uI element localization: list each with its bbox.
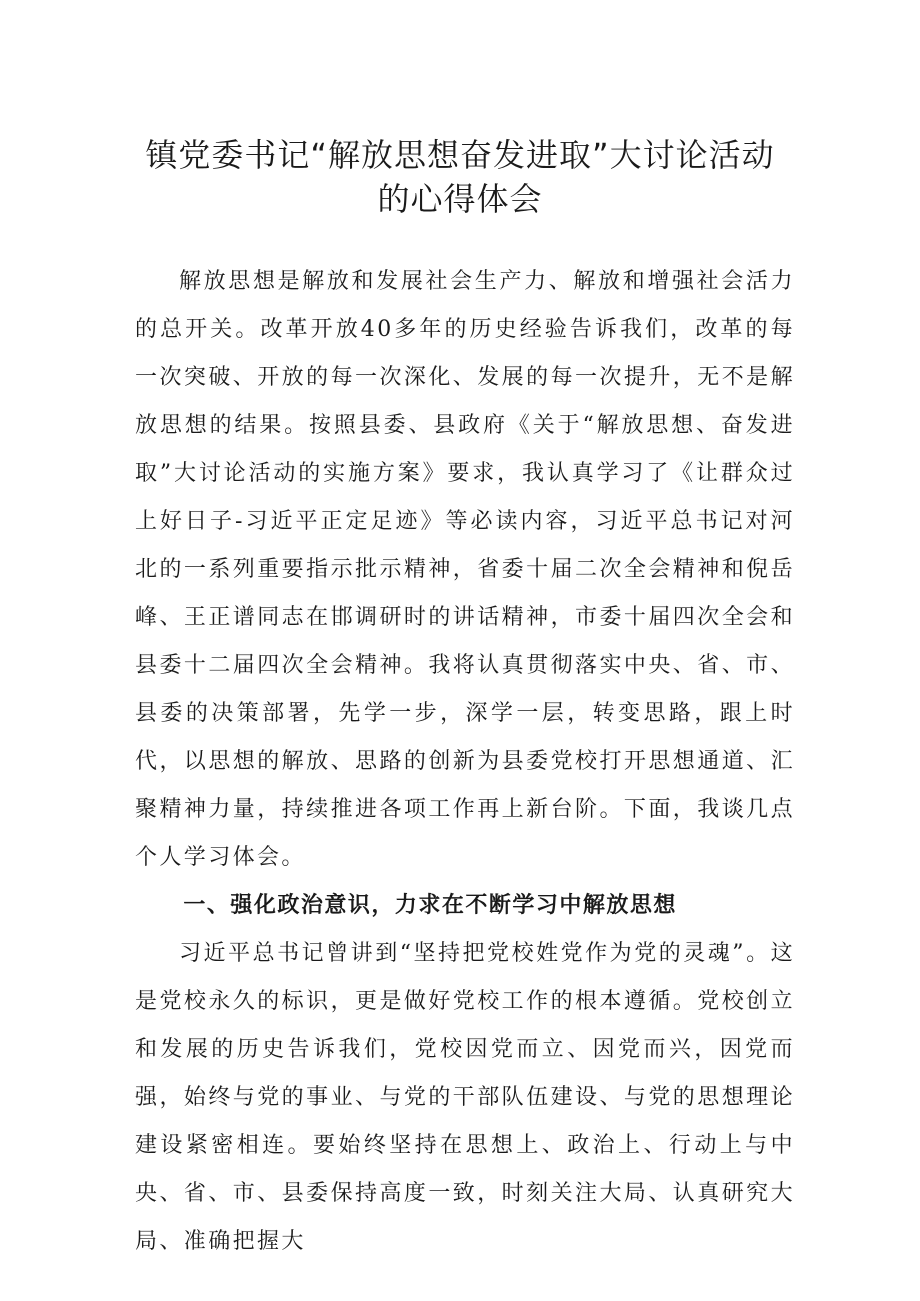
title-line-2: 的心得体会 xyxy=(377,180,543,218)
section-heading: 一、强化政治意识，力求在不断学习中解放思想 xyxy=(183,893,677,918)
title-line-1: 镇党委书记“解放思想奋发进取”大讨论活动 xyxy=(145,136,775,174)
document-body xyxy=(135,258,795,1266)
document-title xyxy=(120,133,800,221)
paragraph-section-1: 习近平总书记曾讲到“坚持把党校姓党作为党的灵魂”。这是党校永久的标识，更是做好党校工作的根本遵循。党校创立和发展的历史告诉我们，党校因党而立、因党而兴，因党而强，始终与党的事业、与党的干部队伍建设、与党的思想理论建设紧密相连。要始终坚持在思想上、政治上、行动上与中央、省、市、县委保持高度一致，时刻关注大局、认真研究大局、准确把握大 xyxy=(135,941,795,1254)
paragraph-intro: 解放思想是解放和发展社会生产力、解放和增强社会活力的总开关。改革开放40多年的历史经验告诉我们，改革的每一次突破、开放的每一次深化、发展的每一次提升，无不是解放思想的结果。按照县委、县政府《关于“解放思想、奋发进取”大讨论活动的实施方案》要求，我认真学习了《让群众过上好日子-习近平正定足迹》等必读内容，习近平总书记对河北的一系列重要指示批示精神，省委十届二次全会精神和倪岳峰、王正谱同志在邯调研时的讲话精神，市委十届四次全会和县委十二届四次全会精神。我将认真贯彻落实中央、省、市、县委的决策部署，先学一步，深学一层，转变思路，跟上时代，以思想的解放、思路的创新为县委党校打开思想通道、汇聚精神力量，持续推进各项工作再上新台阶。下面，我谈几点个人学习体会。 xyxy=(135,269,795,870)
